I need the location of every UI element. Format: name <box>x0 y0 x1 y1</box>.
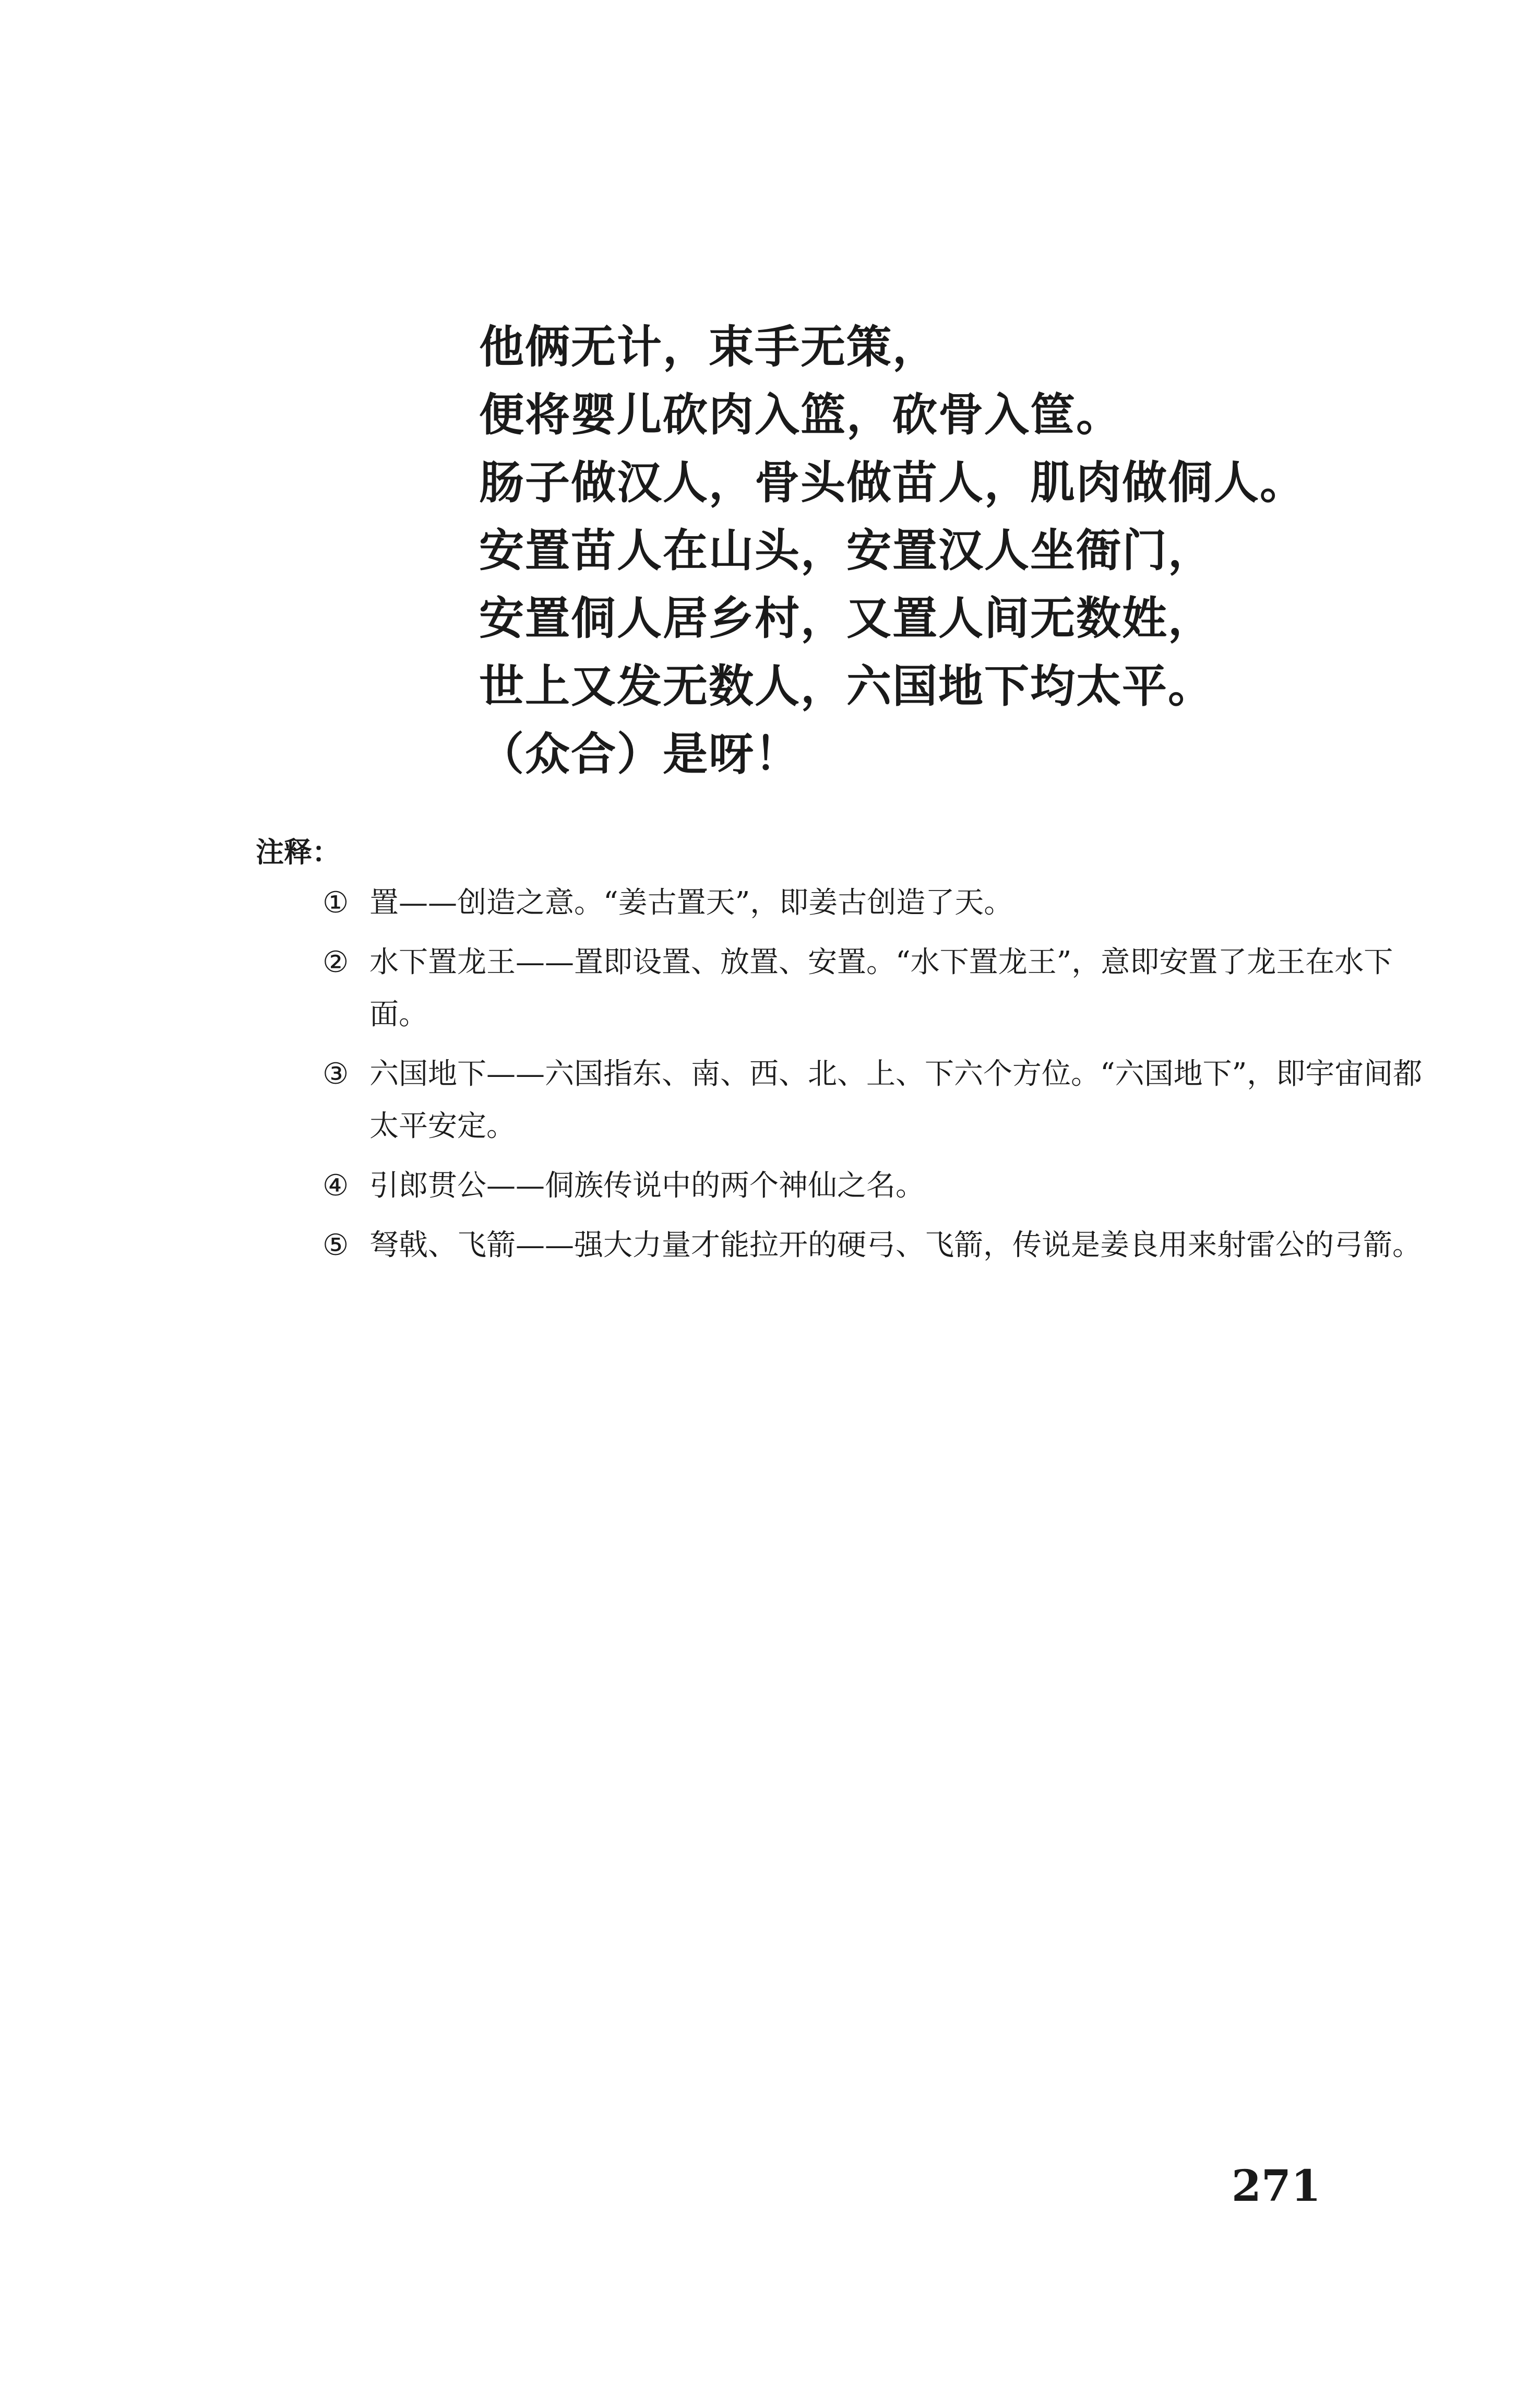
verse-line: 肠子做汉人，骨头做苗人，肌肉做侗人。 <box>479 456 1306 509</box>
note-number: ④ <box>323 1169 349 1203</box>
note-item <box>323 877 1429 929</box>
page-number: 271 <box>1231 2161 1321 2211</box>
verse-line: （众合）是呀！ <box>479 728 801 780</box>
note-number: ⑤ <box>323 1228 349 1262</box>
note-text: 置——创造之意。“姜古置天”，即姜古创造了天。 <box>369 886 1013 920</box>
notes-heading: 注释： <box>256 835 340 869</box>
note-item <box>323 936 1429 1041</box>
note-text: 引郎贯公——侗族传说中的两个神仙之名。 <box>369 1169 925 1203</box>
note-number: ② <box>323 945 349 979</box>
verse-line: 他俩无计，束手无策， <box>479 321 938 373</box>
note-item <box>323 1160 1429 1212</box>
note-item <box>323 1048 1429 1153</box>
note-item <box>323 1219 1429 1272</box>
verse-line: 便将婴儿砍肉入篮，砍骨入筐。 <box>479 388 1122 441</box>
note-text: 六国地下——六国指东、南、西、北、上、下六个方位。“六国地下”，即宇宙间都太平安定。 <box>369 1057 1423 1143</box>
note-text: 水下置龙王——置即设置、放置、安置。“水下置龙王”，意即安置了龙王在水下面。 <box>369 945 1393 1032</box>
verse-line: 安置苗人在山头，安置汉人坐衙门， <box>479 524 1214 577</box>
verse-line: 安置侗人居乡村，又置人间无数姓， <box>479 592 1214 645</box>
verse-block <box>479 313 1471 788</box>
notes-list <box>323 877 1429 1279</box>
note-number: ③ <box>323 1057 349 1091</box>
note-number: ① <box>323 886 349 920</box>
note-text: 弩戟、飞箭——强大力量才能拉开的硬弓、飞箭，传说是姜良用来射雷公的弓箭。 <box>369 1228 1422 1262</box>
verse-line: 世上又发无数人，六国地下均太平。 <box>479 660 1214 713</box>
